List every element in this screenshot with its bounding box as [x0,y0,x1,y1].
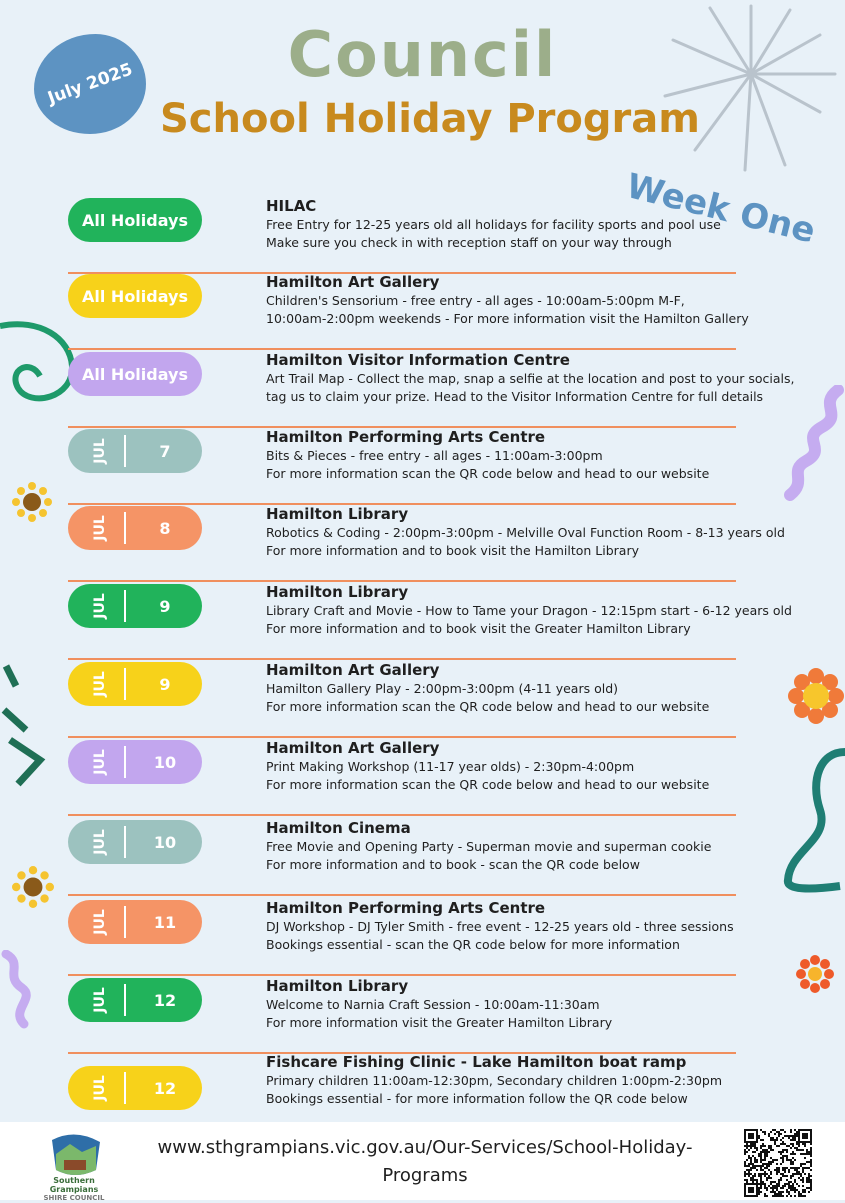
event-details [266,976,836,1032]
month-label: JUL [92,909,108,935]
event-description-line: Welcome to Narnia Craft Session - 10:00am-11:30am [266,997,600,1012]
event-description-line: DJ Workshop - DJ Tyler Smith - free event - 12-25 years old - three sessions [266,919,734,934]
event-description-line: 10:00am-2:00pm weekends - For more information visit the Hamilton Gallery [266,311,749,326]
page-title: Council [287,18,558,91]
event-description-line: Print Making Workshop (11-17 year olds) - 2:30pm-4:00pm [266,759,635,774]
day-number: 7 [159,441,171,461]
event-row [68,196,736,274]
month-label: JUL [92,987,108,1013]
date-pill [68,820,202,864]
sunflower-icon [12,482,52,522]
pill-divider [124,826,126,858]
pill-divider [124,512,126,544]
url-line-2: Programs [382,1165,468,1186]
event-row [68,350,795,428]
page-subtitle: School Holiday Program [160,96,700,142]
date-pill [68,1066,202,1110]
event-description-line: Bookings essential - scan the QR code below for more information [266,937,680,952]
event-details [266,1052,836,1108]
pill-divider [124,746,126,778]
event-description-line: Art Trail Map - Collect the map, snap a selfie at the location and post to your socials, [266,371,795,386]
date-badge-text: July 2025 [44,59,136,109]
event-row [68,660,736,738]
month-label-wrap [88,429,112,473]
date-pill [68,274,202,318]
month-label: JUL [92,515,108,541]
date-pill [68,900,202,944]
month-label: JUL [92,593,108,619]
month-label: JUL [92,829,108,855]
day-number: 12 [153,990,177,1010]
event-details [266,818,836,874]
month-label: JUL [92,438,108,464]
event-title: Hamilton Visitor Information Centre [266,351,570,369]
event-description-line: For more information and to book visit the Hamilton Library [266,543,639,558]
event-description-line: For more information scan the QR code below and head to our website [266,466,710,481]
event-title: HILAC [266,197,317,215]
event-details [266,898,836,954]
event-row [68,738,736,816]
event-details [266,660,836,716]
month-label: JUL [92,671,108,697]
day-number: 12 [153,1078,177,1098]
event-row [68,976,736,1054]
event-title: Hamilton Art Gallery [266,273,440,291]
event-row [68,818,736,896]
event-description-line: Free Entry for 12-25 years old all holidays for facility sports and pool use [266,217,721,232]
month-label-wrap [88,506,112,550]
lavender-wave-decoration [0,950,40,1030]
event-description-line: For more information and to book visit the Greater Hamilton Library [266,621,691,636]
logo-text: Southern Grampians SHIRE COUNCIL [43,1176,105,1202]
date-pill [68,978,202,1022]
month-label: JUL [92,1075,108,1101]
pill-divider [124,590,126,622]
event-row [68,898,736,976]
row-divider [68,814,736,816]
month-label-wrap [88,1066,112,1110]
date-pill [68,198,202,242]
day-number: 10 [153,832,177,852]
event-description-line: Free Movie and Opening Party - Superman movie and superman cookie [266,839,712,854]
date-pill [68,584,202,628]
date-pill-label: All Holidays [82,364,188,384]
event-details [266,427,836,483]
date-pill [68,740,202,784]
month-label-wrap [88,820,112,864]
pill-divider [124,906,126,938]
week-label: Week One [622,166,820,252]
event-title: Hamilton Performing Arts Centre [266,899,546,917]
day-number: 8 [159,518,171,538]
event-description-line: Robotics & Coding - 2:00pm-3:00pm - Melville Oval Function Room - 8-13 years old [266,525,785,540]
event-description-line: Bookings essential - for more information follow the QR code below [266,1091,688,1106]
date-pill [68,506,202,550]
website-url[interactable] [130,1134,720,1190]
url-line-1: www.sthgrampians.vic.gov.au/Our-Services/School-Holiday- [157,1137,693,1158]
sunflower-icon [12,866,54,908]
day-number: 9 [159,674,171,694]
day-number: 11 [153,912,177,932]
event-details [266,350,836,406]
event-row [68,504,785,582]
pill-divider [124,1072,126,1104]
date-pill-label: All Holidays [82,210,188,230]
event-description-line: For more information scan the QR code below and head to our website [266,777,710,792]
day-number: 10 [153,752,177,772]
month-label-wrap [88,978,112,1022]
event-row [68,582,792,660]
dark-green-marks-decoration [0,660,50,790]
event-description-line: For more information scan the QR code below and head to our website [266,699,710,714]
event-description-line: For more information and to book - scan the QR code below [266,857,640,872]
date-pill [68,429,202,473]
month-label-wrap [88,662,112,706]
pill-divider [124,435,126,467]
event-description-line: Children's Sensorium - free entry - all ages - 10:00am-5:00pm M-F, [266,293,685,308]
pill-divider [124,984,126,1016]
event-description-line: Make sure you check in with reception staff on your way through [266,235,672,250]
date-pill-label: All Holidays [82,286,188,306]
event-title: Hamilton Library [266,583,409,601]
date-pill [68,352,202,396]
month-label: JUL [92,749,108,775]
event-title: Hamilton Performing Arts Centre [266,428,546,446]
event-title: Hamilton Art Gallery [266,661,440,679]
row-divider [68,894,736,896]
event-title: Hamilton Cinema [266,819,411,837]
event-title: Hamilton Library [266,977,409,995]
date-pill [68,662,202,706]
qr-code[interactable] [744,1129,812,1197]
event-description-line: Primary children 11:00am-12:30pm, Secondary children 1:00pm-2:30pm [266,1073,723,1088]
event-description-line: For more information visit the Greater Hamilton Library [266,1015,613,1030]
day-number: 9 [159,596,171,616]
event-row [68,427,736,505]
event-row [68,272,749,350]
event-description-line: tag us to claim your prize. Head to the Visitor Information Centre for full details [266,389,764,404]
event-title: Hamilton Art Gallery [266,739,440,757]
event-details [266,196,836,252]
event-description-line: Hamilton Gallery Play - 2:00pm-3:00pm (4-11 years old) [266,681,619,696]
month-label-wrap [88,740,112,784]
event-details [266,738,836,794]
event-title: Fishcare Fishing Clinic - Lake Hamilton boat ramp [266,1053,687,1071]
event-title: Hamilton Library [266,505,409,523]
month-label-wrap [88,584,112,628]
event-details [266,582,836,638]
event-row [68,1052,736,1122]
month-label-wrap [88,900,112,944]
event-details [266,272,836,328]
pill-divider [124,668,126,700]
event-description-line: Library Craft and Movie - How to Tame your Dragon - 12:15pm start - 6-12 years old [266,603,792,618]
event-details [266,504,836,560]
event-description-line: Bits & Pieces - free entry - all ages - 11:00am-3:00pm [266,448,603,463]
